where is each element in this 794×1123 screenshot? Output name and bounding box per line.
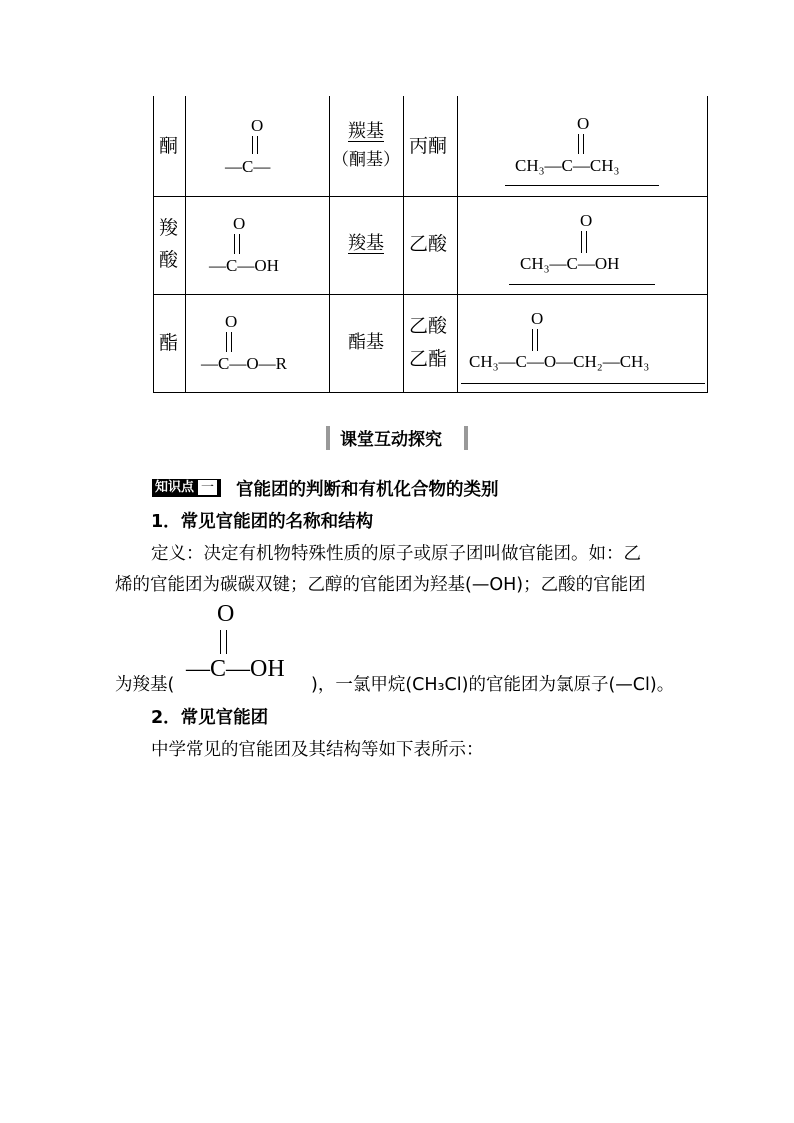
table-border-bottom (153, 392, 708, 393)
section-bar-left (326, 426, 330, 450)
table-row-category: 羧 酸 (159, 217, 179, 271)
table-col-divider (457, 96, 458, 393)
example-formula: CH₃—C—OH (520, 254, 620, 273)
functional-group-name: 羧基 (348, 233, 384, 254)
table-border-left (153, 96, 154, 393)
badge-label: 知识点 (155, 480, 195, 495)
paragraph-line: 中学常见的官能团及其结构等如下表所示： (151, 740, 484, 760)
table-row-category: 酮 (159, 135, 179, 157)
table-col-divider (185, 96, 186, 393)
table-col-divider (403, 96, 404, 393)
double-bond (532, 329, 538, 351)
functional-group-name: 羰基 （酮基） (332, 121, 400, 170)
knowledge-badge (152, 479, 221, 497)
section-title: 课堂互动探究 (340, 430, 442, 450)
oxygen-atom: O (251, 116, 264, 135)
formula-underline (505, 185, 659, 186)
double-bond (226, 332, 232, 352)
double-bond (220, 630, 227, 654)
example-formula: CH₃—C—O—CH₂—CH₃ (469, 352, 650, 371)
example-formula: CH₃—C—CH₃ (515, 156, 620, 175)
structure-chain: —C—O—R (201, 354, 287, 373)
functional-group-table: 酮 O —C— 羰基 （酮基） 丙酮 O CH₃—C—CH₃ 羧 酸 O —C—OH 羧基 乙酸 O CH₃—C—OH 酯 O —C—O—R 酯基 乙酸 乙酯 O CH₃—C—O—CH₂—CH₃ (153, 96, 708, 393)
heading-1: 1．常见官能团的名称和结构 (151, 512, 374, 532)
functional-group-name: 酯基 (348, 332, 384, 353)
table-row-divider (153, 196, 708, 197)
paragraph-line: 定义：决定有机物特殊性质的原子或原子团叫做官能团。如：乙 (151, 544, 641, 564)
structure-chain: —C—OH (186, 656, 285, 682)
double-bond (581, 231, 587, 253)
knowledge-title: 官能团的判断和有机化合物的类别 (236, 480, 499, 500)
example-compound-name: 乙酸 乙酯 (409, 315, 448, 370)
paragraph-line: 为羧基( (115, 675, 175, 695)
section-bar-right (464, 426, 468, 450)
structure-chain: —C— (225, 157, 271, 176)
paragraph-line: 烯的官能团为碳碳双键；乙醇的官能团为羟基(—OH)；乙酸的官能团 (115, 575, 646, 595)
formula-underline (509, 284, 655, 285)
formula-underline (461, 383, 705, 384)
paragraph-line: )，一氯甲烷(CH₃Cl)的官能团为氯原子(—Cl)。 (311, 675, 675, 695)
double-bond (234, 234, 240, 254)
example-compound-name: 丙酮 (409, 135, 448, 157)
double-bond (578, 134, 584, 154)
structure-chain: —C—OH (209, 256, 279, 275)
example-compound-name: 乙酸 (409, 233, 448, 255)
oxygen-atom: O (233, 214, 246, 233)
table-border-right (707, 96, 708, 393)
badge-number: 一 (197, 479, 218, 496)
heading-2: 2．常见官能团 (151, 708, 269, 728)
double-bond (252, 136, 258, 154)
oxygen-atom: O (217, 601, 235, 627)
table-row-category: 酯 (159, 332, 179, 354)
table-row-divider (153, 294, 708, 295)
oxygen-atom: O (225, 312, 238, 331)
